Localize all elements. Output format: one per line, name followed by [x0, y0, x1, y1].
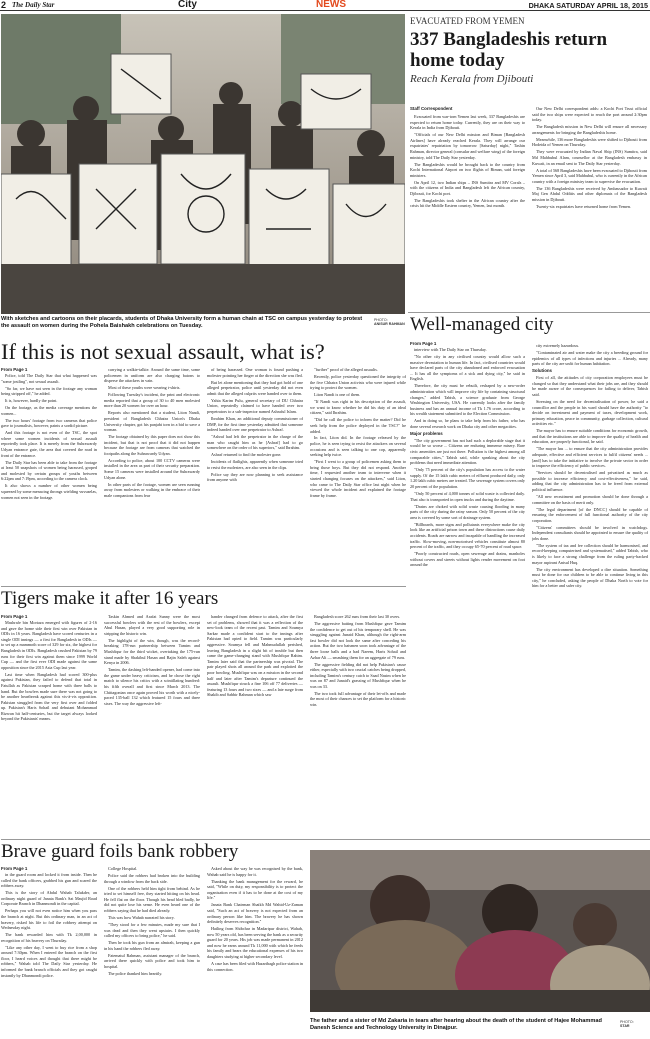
paragraph: "Services should be decentralised and privatised as much as possible to increase efficiency and cost-effectiveness," he said, adding that the city administration has to be freed from external political influence. — [532, 470, 648, 492]
paragraph: "Drains are choked with solid waste causing flooding in many parts of the city during the rainy season. Only 50 percent of the city area is covered by some sort of drainage system. — [410, 503, 525, 520]
paragraph: of being harassed. One woman is found pushing a molester pointing her finger at the direction she was fled. — [207, 367, 303, 378]
paragraph: in the guard room and locked it from inside. Then he called the bank officers, grabbed his gun and scared the robbers away. — [1, 872, 97, 889]
paragraph: The Bangladeshis took shelter in the African country after the crisis hit the Middle Eastern country, Yemen, last month. — [410, 197, 525, 209]
credit-label: PHOTO: — [620, 1020, 634, 1024]
page-header — [0, 0, 650, 11]
assault-col-1 — [1, 373, 97, 585]
paragraph: The aggressive batting from Mushfiqur gave Tamim the confidence to get out of his temporary shell. He was struggling against Junaid Khan, although the right-arm fast bowler did not look the same after conceding his action. But the two batsmen soon took advantage of the three loose balls and a bad Naeem, Haris Sohail and Azhar Ali — smashing them for an aggregate of 79 runs. — [310, 620, 406, 660]
grief-photo-credit — [620, 1020, 650, 1029]
paragraph: Incidents of flatlights, apparently when someone tried to resist the molesters, are also seen in the clips. — [207, 459, 303, 470]
yemen-col-2 — [532, 106, 647, 322]
paragraph: Ashraf returned to find the molester gone. — [211, 452, 282, 458]
yemen-byline: Staff Correspondent — [410, 106, 453, 111]
paragraph: Police, told The Daily Star that what happened was "some jostling", not sexual assault. — [1, 373, 97, 384]
paragraph: A case has been filed with Hazaribagh police station in this connection. — [207, 961, 303, 972]
paragraph: Recently, police yesterday questioned the integrity of the five Chhatra Union activists who were injured while trying to protect the women. — [310, 373, 406, 391]
yemen-col-1 — [410, 114, 525, 322]
paragraph: Yahia Karim Pulu, general secretary of DU Chhatra Union, repeatedly claimed to have handed over two perpetrators to a sub-inspector named Ashraful Islam. — [207, 397, 303, 414]
paragraph: First of all, the attitudes of city corporation employees must be changed so that they understand what their jobs are, and they should be made aware of the consequences for failing to deliver, Tabish said. — [532, 375, 648, 397]
page-number: 2 — [1, 0, 7, 10]
paragraph: "The city government has not had such a deplorable stage that it would be so worse ... Citizens are enduring immense misery. Rare civic amenities are just not there. Pollution is the highest among all comparable cities," Tabish said, while speaking about the city problems that need immediate attention. — [410, 437, 525, 466]
paragraph: Last time when Bangladesh had scored 300-plus against Pakistan, they failed to defend that total in Fatullah as Pakistan scraped home with three balls to hand. But the bowlers made sure there was not going to be another heartbreak against this vis-à-vis opposition. Pakistan struggled from the very first over and folded up. Pakistan's Haris Sohail and debutant Mohammad Rizwan hit half-centuries, but the target always looked beyond the Pakistanis' means. — [1, 671, 97, 722]
masthead-logo: The Daily Star — [12, 1, 55, 9]
paragraph: The footage obtained by this paper does not show this incident, but that is not proof that it did not happen because the footage are from cameras that watched the footpaths along the Suhrawardy Udyan. — [104, 434, 200, 456]
paragraph: The two took full advantage of their let-offs and made the most of their chances to set the platform for a historic win. — [310, 690, 406, 708]
paragraph: Evacuated from war-torn Yemen last week, 337 Bangladeshis are expected to return home today. Currently, they are on their way to Kerala in India from Djibouti. — [410, 114, 525, 131]
paragraph: Thanking the bank management for the reward, he said, "While on duty, my responsibility is to protect the organisation even if it has to be done at the cost of my life." — [207, 878, 303, 901]
protest-photo-credit — [374, 318, 406, 327]
guard-headline: Brave guard foils bank robbery — [1, 841, 239, 862]
paragraph: It also shows a number of other women being squeezed by some menacing throngs wielding vuvuzelas, women not seen in the footage. — [1, 483, 97, 500]
paragraph: Police say they are now planning to seek assistance from anyone with — [207, 471, 303, 483]
paragraph: "The mayor has ... to ensure that the city administration provides adequate, effective and efficient services to fulfil citizens' needs ... [and] has to take the initiative to involve the private sector in order to improve the efficiency of public services. — [532, 446, 648, 469]
paragraph: Our New Delhi correspondent adds: a Kochi Port Trust official said the two ships were expected to reach the port around 2:30pm today. — [532, 106, 647, 123]
protest-photo-image — [1, 14, 405, 314]
paragraph: Hailing from Shibchar in Madaripur district, Wahab, now 50 years old, has been serving the bank as a security guard for 20 years. His job was made permanent in 2012 and now he earns around Tk 11,000 with which he feeds his family and bears the educational expenses of his two daughters studying at higher secondary level. — [207, 926, 303, 960]
paragraph: The mayor has to ensure suitable conditions for economic growth, and that the institutions are able to improve the quality of health and education, are properly functional, he said. — [532, 428, 648, 445]
grief-photo — [310, 850, 650, 1012]
wellmanaged-byline: From Page 1 — [410, 341, 437, 346]
protest-photo — [1, 14, 405, 314]
grief-photo-image — [310, 850, 650, 1012]
tigers-col-3 — [207, 614, 303, 745]
paragraph: "Contaminated air and water make the city a breeding ground for epidemics of all types of infections and injuries ... Already, many parts of the city are unfit for human habitation. — [532, 349, 648, 367]
guard-col-3 — [207, 866, 303, 1036]
paragraph: The aggressive fielding did not help Pakistan's cause either, especially with two crucial catches being dropped, including Tamim's century catch to Saad Nasim when he was on 87 and Junaid's grassing of Mushfiqur when he was on 33. — [310, 661, 406, 689]
paragraph: "Did he call the police to inform the matter? Did he seek help from the police deployed in the TSC?" he added. — [310, 417, 406, 434]
paragraph: In fact, Liton did. In the footage released by the police, he is seen trying to resist the attackers on several occasions and is seen talking to one cop, apparently seeking help twice. — [310, 435, 406, 458]
assault-col-3 — [207, 367, 303, 585]
credit-name: STAR — [620, 1024, 630, 1029]
paragraph: "Like any other day, I went to buy rice from a shop around 7:30pm. When I entered the branch on the first floor, I heard voices and thought that there might be robbers," Wahab told The Daily Star yesterday. He informed the bank branch officials and they got caught instantly by Dhanmondi police. — [1, 944, 97, 978]
paragraph: "Citizens' committees should be involved in watchdogs. Independent consultants should be appointed to ensure the quality of jobs done. — [532, 524, 648, 541]
section-name: City — [178, 0, 197, 10]
paragraph: Ibrahim Khan, an additional deputy commissioner of DMP, for the first time yesterday admitted that someone indeed handed over one perpetrator to Ashraf. — [207, 415, 303, 433]
subhead: Solutions — [532, 368, 553, 374]
paragraph: Therefore, the city must be rebuilt, reshaped by a new-order administration which will improve city life by containing structural changes," added Tabish, a science graduate from George Washington University, USA. He currently looks after the family business and has an annual income of Tk 1.76 crore, according to his wealth statement submitted to the Election Commission. — [410, 383, 525, 417]
paragraph: "The legal department [of the DNCC] should be capable of ensuring the enforcement of full functional authority of the city corporation. — [532, 506, 648, 523]
paragraph: "Billboards, more signs and pollutants everywhere make the city look like an artificial prison town and these distractions cause daily accidents. Roads are narrow and incapable of handling the increased traffic. Slow-moving, non-motorised vehicles constitute almost 80 percent of the traffic, and they occupy 65-70 percent of road space. — [410, 521, 525, 550]
paragraph: city extremely hazardous. — [536, 343, 580, 348]
paragraph: "If Nandi was right in his description of the assault, we want to know whether he did his duty of an ideal citizen," said Ibrahim. — [310, 399, 406, 416]
assault-col-2 — [104, 367, 200, 585]
tigers-col-1 — [1, 620, 97, 745]
paragraph: Meanwhile, 136 more Bangladeshis were shifted to Djibouti from Hodeida of Yemen on Thursday. — [532, 136, 647, 148]
paragraph: hander changed from defence to attack, after the first set of problems, showed that it was a reflection of the new-look team of the recent past. Tamim and Soumya Sarkar made a confident start to the innings after Pakistan had opted to field. Tamim was particularly aggressive. Soumya fell and Mahmudullah perished, leaving Bangladesh in a slight bit of trouble but then came the game-changing stand with Mushfiqur Rahim. Tamim later said that the partnership was pivotal. The pair played shots all around the park and exploited the poor bowling. Mushfiqur was on a mission in the second half and later after Tamim's departure continued the assault. Mushfiqur struck a fine 106 off 77 deliveries — featuring 13 fours and two sixes — and a late surge from Shakib and Sabbir Rahman which saw — [207, 614, 303, 698]
paragraph: Taskin Ahmed and Arafat Sunny were the most successful bowlers with the rest of the bowlers, except Abul Hasan, played a very good supporting role in stripping the historic win. — [104, 614, 200, 636]
paragraph: Liton Nandi is one of them. — [314, 392, 361, 398]
paragraph: One of the robbers held him tight from behind. As he tried to set himself free, they started hitting on his head. He fell flat on the floor. Though his head bled badly, he did not quite lose his sense. He even heard one of the robbers saying that he had died already. — [104, 885, 200, 913]
paragraph: "All new recruitment and promotion should be done through a committee on the basis of merit only. — [532, 493, 648, 505]
yemen-kicker: EVACUATED FROM YEMEN — [410, 16, 525, 26]
wellmanaged-headline: Well-managed city — [410, 314, 554, 335]
paragraph: The city environment has developed a dire situation. Something must be done for our children to be able to continue living in this city," he concluded, asking the people of Dhaka North to vote for him for a better and safer city. — [532, 566, 648, 589]
paragraph: "Ashraf had left the perpetrator in the charge of the man who caught him as he [Ashraf] had to go somewhere on the order of his superiors," said Ibrahim. — [207, 434, 303, 451]
paragraph: "The system of tax and fee collection should be harmonised, and record-keeping computerised and systematised," added Tabish, who is likely to face a strong challenge from the ruling party-backed mayor aspirant Anisul Huq. — [532, 542, 648, 565]
paragraph: Janata Bank Chairman Shaikh Md Wahid-Uz-Zaman said, "Such an act of bravery is not expected from an ordinary person like him. The bravery he has shown definitely deserves recognition." — [207, 902, 303, 925]
paragraph: Twenty-six expatriates have returned home from Yemen. — [536, 203, 632, 209]
paragraph: "Only 75 percent of the city's population has access to the water supply. Of the 15 lakh cubic meters of effluent produced daily, only 1.20 lakh cubic metres are treated. The sewerage system covers only 20 percent of the population. — [410, 467, 525, 489]
paragraph: On April 12, two Indian ships – INS Sumitra and MV Corals – with the citizens of India and Bangladesh left the African country, Djibouti, for Kochi port. — [410, 179, 525, 196]
paragraph: The two hours' footage from two cameras that police gave to journalists, however, paints a sordid picture. — [1, 417, 97, 429]
paragraph: Tamim, the dashing left-handed opener, had come into the game under heavy criticism, and he chose the right match to silence his critics with a scintillating hundred: his fifth overall and first since March 2013. The Chittagonian once again proved his worth with a nicely-paced 135-ball 132 which featured 15 fours and three sixes. The way the aggressive left- — [104, 667, 200, 706]
paragraph: Police said the robbers had broken into the building through a window from the back side. — [104, 872, 200, 884]
subhead: Major problems — [410, 430, 443, 436]
protest-photo-caption: With sketches and cartoons on their placards, students of Dhaka University form a human chain at TSC on campus yesterday to protest the assault on women during the Pohela Baishakh celebrations on Tuesday. — [1, 316, 363, 329]
paragraph: The 136 Bangladeshis were received by Ambassador to Kuwait Maj Gen Abdul Odditis and other diplomats of the Bangladesh mission in Djibouti. — [532, 185, 647, 202]
paragraph: "Officials of our New Delhi mission and Biman [Bangladesh Airlines] have already reached Kerala. They will arrange our expatriates' repatriation by tomorrow [Saturday] night," Tashin Rahman, director general (consular and welfare wing) of the foreign ministry, told The Daily Star yesterday. — [410, 132, 525, 160]
paragraph: Perhaps you will not even notice him when you pass the branch at night. But this ordinary man, in an act of bravery, risked his life to foil the robbery attempt on Wednesday night. — [1, 908, 97, 931]
paragraph: "So far, we have not seen in the footage any woman being stripped off," he added. — [1, 385, 97, 397]
paragraph: "No other city in any civilised country would allow such a massive devastation to human life. In fact, civilised countries would have declared parts of the city abandoned and enforced evacuation ... It has all the symptoms of a sick and dying city," he said in English. — [410, 353, 525, 382]
grief-photo-caption: The father and a sister of Md Zakaria in tears after hearing about the death of the student of Hajee Mohammad Danesh Science and Technology University in Dinajpur. — [310, 1018, 602, 1031]
paragraph: Asked about the way he was recognised by the bank, Wahab said he is happy for it. — [207, 866, 303, 877]
paragraph: Then he took his gun from an almirah, keeping a gun in his hand the robbers fled away. — [104, 940, 200, 951]
paragraph: "They stood for a few minutes, made my sure that I was dead and then they went upstairs. I then quickly called my officers to bring police," he said. — [104, 921, 200, 939]
paragraph: Following Tuesday's incident, the print and electronic media reported that a group of 30 to 40 men molested more than 20 women for over an hour. — [104, 392, 200, 409]
assault-byline: From Page 1 — [1, 367, 28, 372]
assault-headline: If this is not sexual assault, what is? — [1, 339, 325, 364]
paragraph: "Poorly constructed roads, open sewerage and drains, manholes without covers and streets without lights render movement on foot around the — [410, 551, 525, 568]
paragraph: The Bangladeshis would be brought back to the country from Kochi International Airport on two flights of Biman, said foreign ministers. — [410, 161, 525, 178]
paragraph: interview with The Daily Star on Thursday. — [414, 347, 487, 352]
guard-col-1 — [1, 872, 97, 1036]
assault-col-4 — [310, 367, 406, 585]
guard-col-2 — [104, 866, 200, 1036]
paragraph: This is the story of Abdul Wahab Talukder, an ordinary night guard of Janata Bank's Sat Masjid Road Corporate Branch in Dhanmondi in the capital. — [1, 890, 97, 907]
paragraph: And in doing so, he plans to take help from his father, who has done several research work on Dhaka city and other megacities. — [410, 418, 525, 429]
paragraph: The Bangladesh mission in New Delhi will ensure all necessary arrangements for bringing the Bangladeshis home. — [532, 124, 647, 135]
paragraph: Most of these youths were wearing t-shirts. — [108, 385, 181, 391]
paragraph: And this footage is not even of the TSC, the spot where some women incidents of sexual assault reportedly took place. It is merely from the Suhrawardy Udyan entrance gate, the area that covered the road in front of the entrance. — [1, 430, 97, 458]
yemen-deck: Reach Kerala from Djibouti — [410, 73, 534, 85]
paragraph: It is, however, hardly the point. — [5, 398, 58, 404]
yemen-story — [410, 14, 650, 324]
paragraph: But let alone mentioning that they had got hold of one alleged perpetrator, police until yesterday did not even admit that the alleged culprits were handed over to them. — [207, 379, 303, 396]
paragraph: The highlight of the win, though, was the record-breaking 178-run partnership between Tamim and Mushfiqur for the third wicket, overtaking the 175-run stand made by Shakibul Hasan and Rajin Saleh against Kenya in 2006. — [104, 637, 200, 666]
dateline: DHAKA SATURDAY APRIL 18, 2015 — [528, 1, 648, 10]
paragraph: "Only 50 percent of 4,000 tonnes of solid waste is collected daily. That also is transported in open trucks and during the daytime. — [410, 490, 525, 502]
paragraph: In other parts of the footage, women are seen running away from molesters or walking in the embrace of their male companions from fear — [104, 481, 200, 498]
credit-name: ANISUR RAHMAN — [374, 322, 405, 327]
paragraph: Mashrafe bin Mortaza emerged with figures of 2-16 and gave the home side their first win over Pakistan in ODIs in 16 years. Bangladesh have scored centuries in a single ODI innings — a first for Bangladesh in ODIs — to set up a mammoth score of 329 for six, the highest for Bangladesh in ODIs. Bangladesh crushed Pakistan by 79 runs for their first win against them since 1999 World Cup — and the first ever ODI made against the same opposition since the 2015 Asia Cup last year. — [1, 620, 97, 670]
paragraph: "further" proof of the alleged assaults. — [314, 367, 378, 372]
paragraph: They were evacuated by Indian Naval Ship (INS) Sumitra, said Md Mahbubul Alam, counsellor at the Bangladesh embassy in Kuwait, in an email sent to The Daily Star yesterday. — [532, 149, 647, 166]
tigers-byline: From Page 1 — [1, 614, 28, 619]
paragraph: Reports also mentioned that a student, Liton Nandi, president of Bangladesh Chhatra Union's Dhaka University chapter, got his panjabi torn in a bid to save a woman. — [104, 410, 200, 433]
paragraph: Fatematul Rahman, assistant manager of the branch, arrived there quickly with police and took him to hospital. — [104, 952, 200, 969]
news-label: NEWS — [316, 0, 346, 10]
tigers-headline: Tigers make it after 16 years — [1, 588, 219, 609]
paragraph: This was how Wahab narrated his story. — [108, 914, 175, 920]
wellmanaged-col-2 — [532, 343, 648, 682]
paragraph: Stressing on the need for decentralisation of power, he said a councillor and the people in his ward should have the authority "to decide on investment and payment of taxes, development work, primary education, peace in community, garbage collection, cultural activities etc." — [532, 398, 648, 427]
paragraph: A total of 568 Bangladeshis have been evacuated to Djibouti from Yemen since April 3, said Mahbubul, who is currently in the African country with a foreign ministry team to supervise the evacuation. — [532, 167, 647, 184]
paragraph: The police thanked him heartily. — [108, 970, 163, 976]
tigers-col-2 — [104, 614, 200, 745]
paragraph: Bangladesh score 262 runs from their last 30 overs. — [314, 614, 401, 619]
paragraph: carrying a walkie-talkie. Around the same time, some policemen in uniform are also charging batons to disperse the attackers in vain. — [104, 367, 200, 384]
tigers-col-4 — [310, 614, 406, 745]
paragraph: According to police, about 100 CCTV cameras were installed in the area as part of their security preparation. Some 15 cameras were installed around the Suhrawardy Udyan alone. — [104, 457, 200, 480]
paragraph: On the footage, as the media coverage mentions the women... — [1, 405, 97, 416]
paragraph: "First I went to a group of policemen asking them to bring those boys. But they did not respond. Another time, I requested another team to intervene when it started changing focuses on the attackers," said Liton, who came to The Daily Star office last night when he viewed the whole incident and explained the footage frame by frame. — [310, 459, 406, 498]
yemen-headline: 337 Bangladeshis return home today — [410, 29, 608, 71]
paragraph: The bank rewarded him with Tk 2,00,000 in recognition of his bravery on Thursday. — [1, 932, 97, 943]
guard-byline: From Page 1 — [1, 866, 28, 871]
wellmanaged-col-1 — [410, 347, 525, 682]
paragraph: The Daily Star has been able to take from the footage at least 50 snapshots of women being harassed, groped and molested by certain groups of youths between 6:22pm and 7:19pm, according to the camera clock. — [1, 459, 97, 482]
paragraph: College Hospital. — [108, 866, 138, 871]
credit-label: PHOTO: — [374, 318, 388, 322]
